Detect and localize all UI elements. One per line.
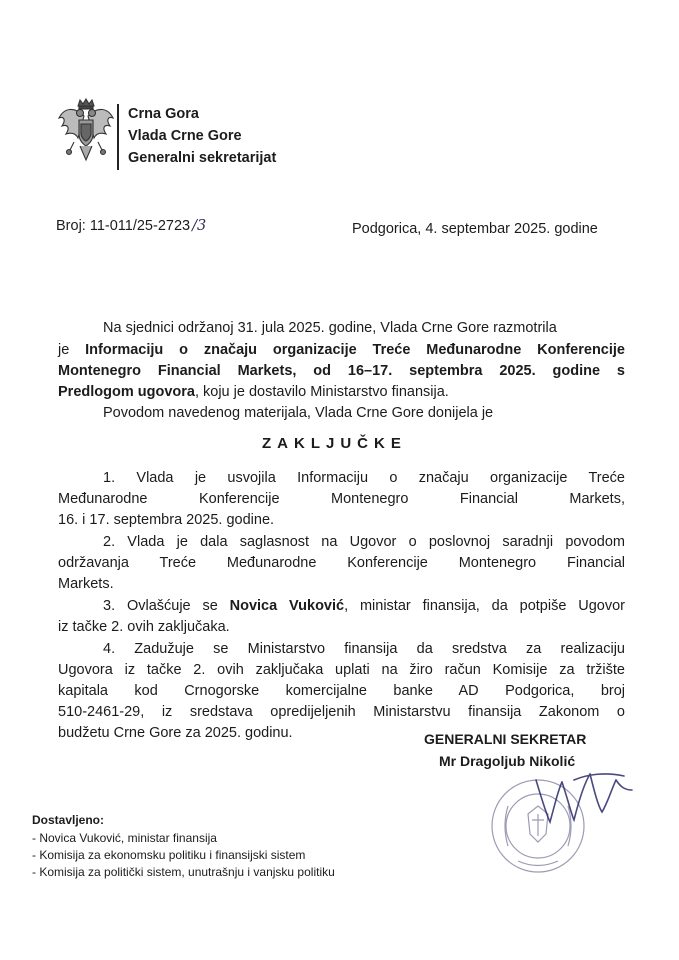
- montenegro-coat-of-arms-icon: [56, 98, 116, 164]
- intro-line-4: [58, 382, 625, 403]
- item-4-line-4: 510-2461-29, iz sredstava opredijeljenih Ministarstvu finansija Zakonom o: [58, 704, 625, 720]
- item-3-minister-name: Novica Vuković: [229, 598, 345, 614]
- intro-line-4-bold: Predlogom ugovora: [58, 384, 195, 400]
- item-4-line-1: 4. Zadužuje se Ministarstvo finansija da sredstva za realizaciju: [103, 641, 625, 657]
- reference-number: [56, 218, 206, 234]
- item-3-line-1: [103, 596, 625, 617]
- intro-line-2-text: je: [58, 342, 86, 358]
- org-government: Vlada Crne Gore: [128, 128, 242, 144]
- intro-line-5: Povodom navedenog materijala, Vlada Crne Gore donijela je: [103, 405, 494, 421]
- signatory-title: GENERALNI SEKRETAR: [424, 731, 587, 747]
- item-2-line-3: Markets.: [58, 576, 114, 592]
- handwritten-signature-icon: [528, 760, 643, 830]
- handwritten-suffix: /3: [192, 218, 207, 234]
- item-3-line-2: iz tačke 2. ovih zaključaka.: [58, 619, 230, 635]
- intro-line-1: Na sjednici održanoj 31. jula 2025. godine, Vlada Crne Gore razmotrila: [103, 320, 557, 336]
- item-2-line-2: održavanja Treće Međunarodne Konferencije Montenegro Financial: [58, 555, 625, 571]
- intro-line-2: [58, 340, 625, 361]
- item-4-line-3: kapitala kod Crnogorske komercijalne banke AD Podgorica, broj: [58, 683, 625, 699]
- reference-number-text: Broj: 11-011/25-2723: [56, 218, 191, 234]
- distribution-heading: Dostavljeno:: [32, 813, 105, 827]
- header-divider: [117, 104, 119, 170]
- distribution-item: - Novica Vuković, ministar finansija: [32, 831, 217, 845]
- intro-line-3: Montenegro Financial Markets, od 16–17. septembra 2025. godine s: [58, 363, 625, 379]
- item-4-line-2: Ugovora iz tačke 2. ovih zaključaka uplati na žiro račun Komisije za tržište: [58, 662, 625, 678]
- intro-line-4-text: , koju je dostavilo Ministarstvo finansija.: [194, 384, 449, 400]
- conclusions-heading: ZAKLJUČKE: [262, 435, 407, 452]
- item-1-line-3: 16. i 17. septembra 2025. godine.: [58, 512, 275, 528]
- distribution-item: - Komisija za ekonomsku politiku i finansijski sistem: [32, 848, 306, 862]
- org-country: Crna Gora: [128, 106, 199, 122]
- item-1-line-2: Međunarodne Konferencije Montenegro Financial Markets,: [58, 491, 625, 507]
- distribution-item: - Komisija za politički sistem, unutrašnju i vanjsku politiku: [32, 865, 335, 879]
- item-3-text-pre: 3. Ovlašćuje se: [103, 598, 230, 614]
- item-3-text-post: , ministar finansija, da potpiše Ugovor: [344, 598, 625, 614]
- item-4-line-5: budžetu Crne Gore za 2025. godinu.: [58, 725, 293, 741]
- intro-line-2-bold: Informaciju o značaju organizacije Treće Međunarodne Konferencije: [85, 342, 625, 358]
- org-secretariat: Generalni sekretarijat: [128, 150, 277, 166]
- signatory-name: Mr Dragoljub Nikolić: [439, 753, 576, 769]
- item-2-line-1: 2. Vlada je dala saglasnost na Ugovor o poslovnoj saradnji povodom: [103, 534, 625, 550]
- item-1-line-1: 1. Vlada je usvojila Informaciju o značaju organizacije Treće: [103, 470, 625, 486]
- document-date: Podgorica, 4. septembar 2025. godine: [352, 221, 598, 237]
